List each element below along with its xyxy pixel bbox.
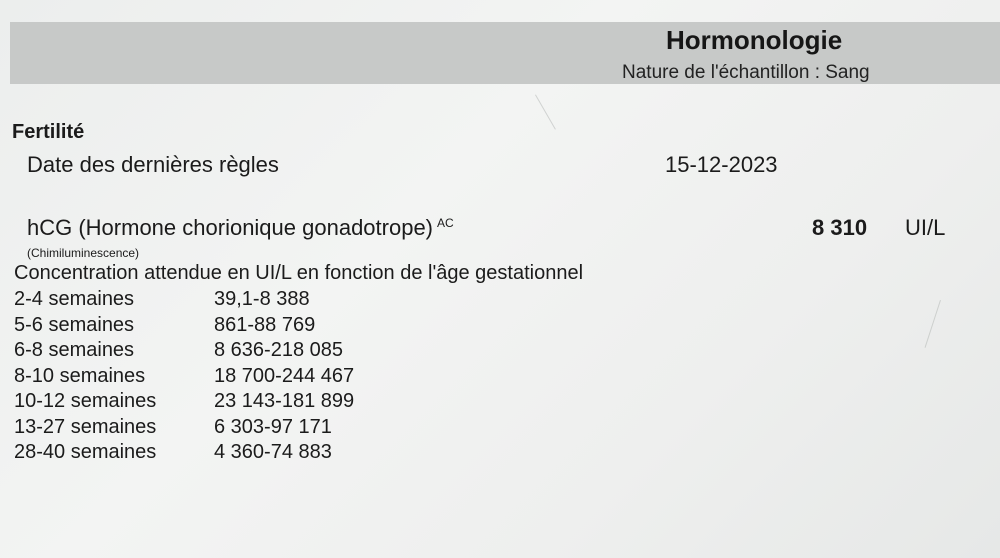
reference-range: 4 360-74 883 <box>214 441 332 463</box>
reference-range: 23 143-181 899 <box>214 390 355 412</box>
reference-age: 10-12 semaines <box>14 390 157 412</box>
paper-scratch-mark <box>925 300 941 348</box>
last-period-value: 15-12-2023 <box>665 152 778 177</box>
reference-age: 8-10 semaines <box>14 364 146 387</box>
hcg-result-value: 8 310 <box>812 215 868 240</box>
hcg-label-text: hCG (Hormone chorionique gonadotrope) <box>27 215 434 240</box>
last-period-label: Date des dernières règles <box>27 152 279 177</box>
reference-age: 28-40 semaines <box>14 441 157 463</box>
reference-range: 8 636-218 085 <box>214 339 344 361</box>
hcg-method: (Chimiluminescence) <box>27 246 140 260</box>
reference-range: 861-88 769 <box>214 313 316 336</box>
reference-range: 39,1-8 388 <box>214 288 310 310</box>
paper-scratch-mark <box>535 95 556 130</box>
reference-range: 6 303-97 171 <box>214 415 332 438</box>
section-header-title: Hormonologie <box>666 25 843 55</box>
reference-age: 5-6 semaines <box>14 313 135 336</box>
reference-age: 13-27 semaines <box>14 415 157 438</box>
reference-title: Concentration attendue en UI/L en fonction de l'âge gestationnel <box>14 262 584 284</box>
reference-age: 2-4 semaines <box>14 288 135 310</box>
hcg-label <box>27 215 454 241</box>
fertility-section-title: Fertilité <box>12 121 85 143</box>
hcg-accreditation-mark: AC <box>437 215 454 230</box>
hcg-result-unit: UI/L <box>905 215 946 240</box>
reference-range: 18 700-244 467 <box>214 364 355 387</box>
reference-age: 6-8 semaines <box>14 339 135 361</box>
sample-nature: Nature de l'échantillon : Sang <box>622 62 870 83</box>
